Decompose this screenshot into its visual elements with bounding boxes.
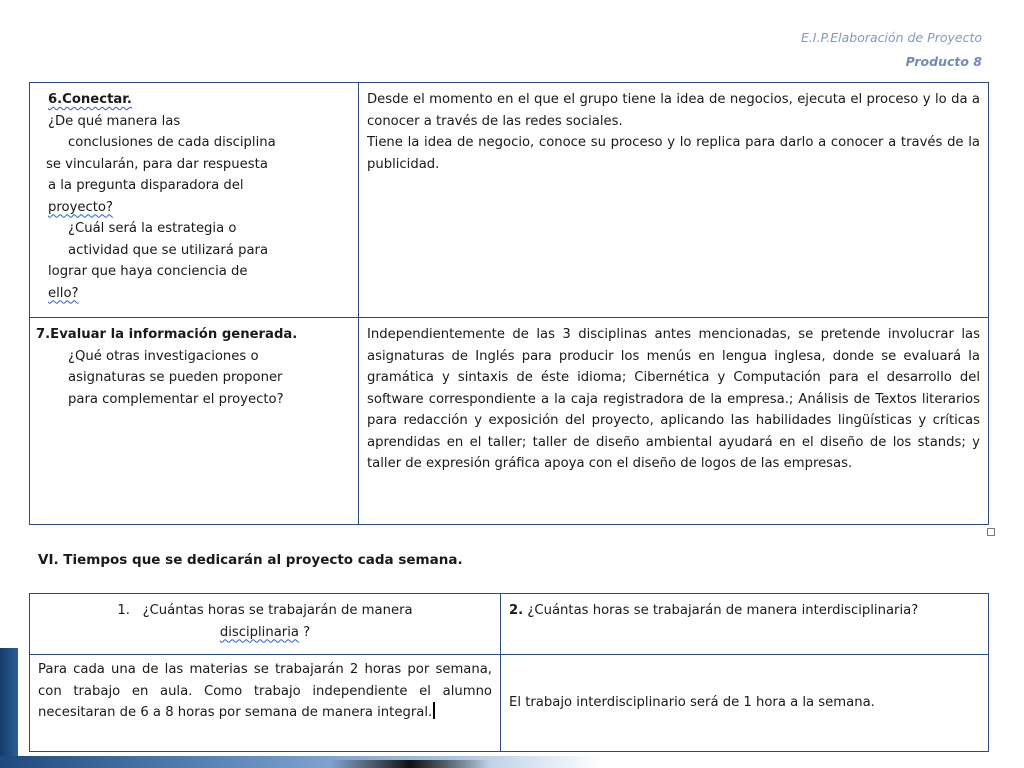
question-number: 1. (117, 603, 130, 618)
list-item: asignaturas se pueden proponer (68, 370, 283, 385)
list-item: lograr que haya conciencia de (48, 264, 248, 279)
question-number: 2. (509, 603, 524, 618)
evaluar-question-cell[interactable] (30, 318, 359, 525)
time-table (29, 593, 989, 752)
conectar-question-cell[interactable] (30, 83, 359, 318)
list-item: ello? (48, 285, 79, 301)
list-item: proyecto? (48, 199, 113, 215)
decorative-ribbon-bottom (0, 756, 600, 768)
list-item: conclusiones de cada disciplina (68, 135, 276, 150)
question-disciplinary-word: disciplinaria (219, 624, 299, 640)
answer-interdisciplinary-text: El trabajo interdisciplinario será de 1 hora a la semana. (509, 695, 875, 711)
list-item: para complementar el proyecto? (68, 391, 284, 407)
paragraph: Desde el momento en el que el grupo tiene la idea de negocios, ejecuta el proceso y lo da a conocer a través de las redes sociales. (367, 92, 980, 129)
table-row-conectar (30, 83, 989, 318)
evaluar-heading: 7.Evaluar la información generada. (36, 327, 298, 342)
header-product-label: Producto 8 (905, 54, 982, 69)
question-disciplinary-text: ¿Cuántas horas se trabajarán de manera (142, 603, 413, 618)
paragraph: Independientemente de las 3 disciplinas antes mencionadas, se pretende involucrar las asignaturas de Inglés para producir los menús en lengua inglesa, donde se evaluará la gramática y sintaxis de éste idioma; Cibernética y Computación para el desarrollo del software correspondiente a la caja registradora de la empresa.; Análisis de Textos literarios para redacción y exposición del proyecto, aplicando las habilidades lingüísticas y críticas aprendidas en el taller; taller de diseño ambiental ayudará en el diseño de los stands; y taller de expresión gráfica apoya con el diseño de logos de las empresas. (367, 327, 980, 471)
answer-disciplinary-text: Para cada una de las materias se trabajarán 2 horas por semana, con trabajo en aula. Como trabajo independiente el alumno necesitaran de 6 a 8 horas por semana de manera integral. (38, 662, 492, 720)
conectar-heading: 6.Conectar. (48, 92, 132, 107)
decorative-ribbon-left (0, 648, 18, 768)
list-item: se vincularán, para dar respuesta (46, 156, 268, 172)
project-table (29, 82, 989, 525)
list-item: ¿Qué otras investigaciones o (68, 348, 259, 364)
decorative-ribbon-accent (330, 760, 490, 768)
list-item: ¿De qué manera las (48, 113, 181, 129)
header-project-title: E.I.P.Elaboración de Proyecto (800, 30, 982, 45)
list-item: a la pregunta disparadora del (48, 178, 244, 193)
question-mark: ? (303, 624, 311, 640)
question-interdisciplinary-text: ¿Cuántas horas se trabajarán de manera interdisciplinaria? (527, 603, 919, 618)
conectar-answer-cell[interactable] (359, 83, 989, 318)
table-resize-handle[interactable] (987, 528, 995, 536)
evaluar-answer-cell[interactable] (359, 318, 989, 525)
table-row-evaluar (30, 318, 989, 525)
list-item: actividad que se utilizará para (68, 242, 269, 258)
question-interdisciplinary-cell[interactable] (501, 594, 989, 655)
answer-disciplinary-cell[interactable] (30, 655, 501, 752)
table-row (30, 594, 989, 655)
text-cursor (433, 702, 435, 719)
section-title: VI. Tiempos que se dedicarán al proyecto cada semana. (38, 552, 463, 568)
list-item: ¿Cuál será la estrategia o (68, 221, 237, 236)
paragraph: Tiene la idea de negocio, conoce su proceso y lo replica para darlo a conocer a través de la publicidad. (367, 135, 980, 172)
answer-interdisciplinary-cell[interactable] (501, 655, 989, 752)
table-row (30, 655, 989, 752)
question-disciplinary-cell[interactable] (30, 594, 501, 655)
